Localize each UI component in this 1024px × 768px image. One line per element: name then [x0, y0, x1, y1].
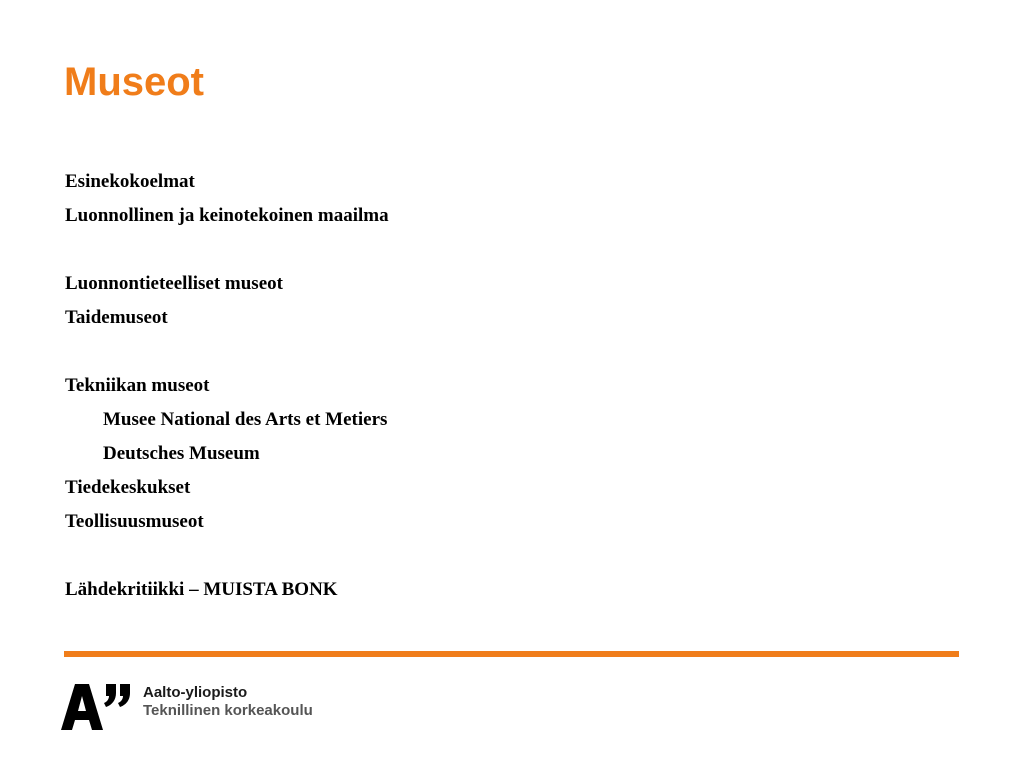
blank-line	[65, 340, 945, 374]
aalto-logo	[61, 684, 313, 732]
body-line: Luonnontieteelliset museot	[65, 273, 283, 294]
body-line: Esinekokoelmat	[65, 171, 195, 192]
aalto-logo-icon	[61, 684, 133, 732]
logo-line-school: Teknillinen korkeakoulu	[143, 702, 313, 719]
slide-body	[65, 170, 945, 612]
body-line-indented: Deutsches Museum	[103, 443, 260, 464]
logo-line-university: Aalto-yliopisto	[143, 684, 248, 701]
blank-line	[65, 544, 945, 578]
body-line: Tiedekeskukset	[65, 477, 191, 498]
body-line: Lähdekritiikki – MUISTA BONK	[65, 579, 338, 600]
blank-line	[65, 238, 945, 272]
body-line-indented: Musee National des Arts et Metiers	[103, 409, 388, 430]
body-line: Luonnollinen ja keinotekoinen maailma	[65, 205, 389, 226]
body-line: Teollisuusmuseot	[65, 511, 204, 532]
body-line: Taidemuseot	[65, 307, 168, 328]
footer-divider	[64, 651, 959, 657]
body-line: Tekniikan museot	[65, 375, 210, 396]
slide-title: Museot	[64, 60, 204, 104]
